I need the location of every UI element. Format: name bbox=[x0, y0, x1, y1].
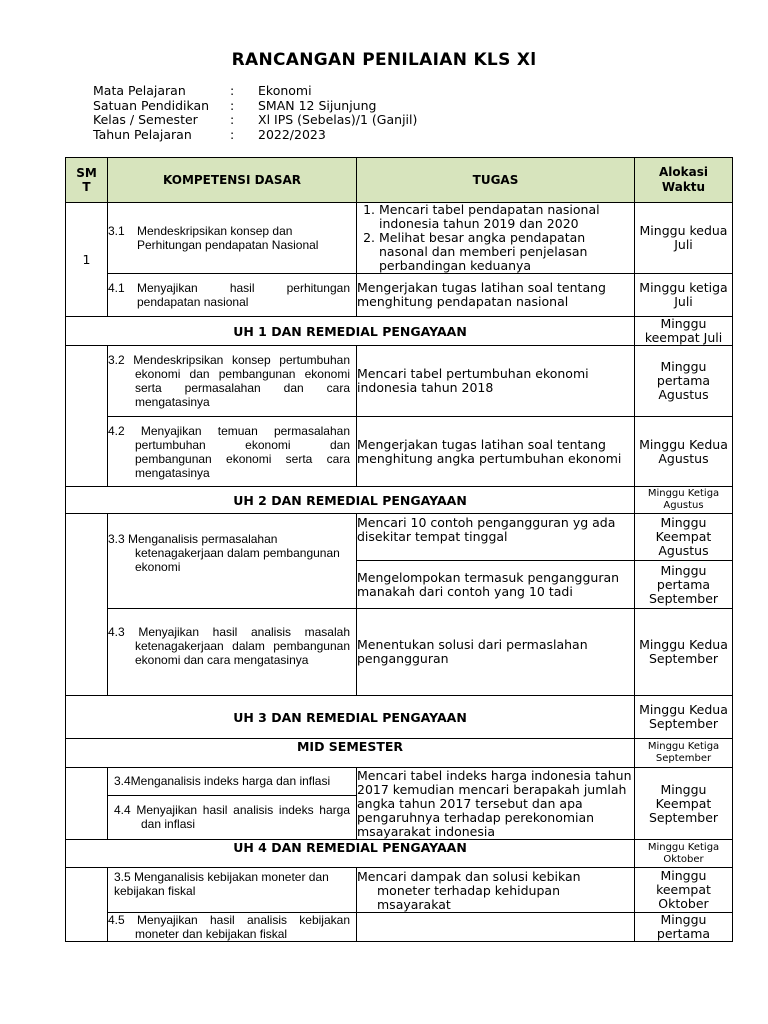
kd-text: 3.4Menganalisis indeks harga dan inflasi bbox=[114, 774, 331, 789]
waktu-cell: Minggu keempat Juli bbox=[635, 317, 733, 346]
kd-text: Mendeskripsikan konsep dan Perhitungan pendapatan Nasional bbox=[137, 224, 319, 252]
kd-cell bbox=[108, 514, 357, 609]
meta-value: 2022/2023 bbox=[258, 126, 326, 142]
tugas-cell: Mencari 10 contoh pengangguran yg ada disekitar tempat tinggal bbox=[357, 514, 635, 561]
tugas-cell bbox=[357, 203, 635, 274]
table-row bbox=[66, 696, 733, 739]
tugas-cell: Mengerjakan tugas latihan soal tentang menghitung pendapatan nasional bbox=[357, 274, 635, 317]
waktu-cell: Minggu Kedua Agustus bbox=[635, 417, 733, 487]
kd-text: 4.2 Menyajikan temuan permasalahan pertumbuhan ekonomi dan pembangunan ekonomi serta cara mengatasinya bbox=[108, 423, 350, 480]
table-row bbox=[66, 840, 733, 868]
header-waktu: Alokasi Waktu bbox=[635, 158, 733, 203]
kd-cell bbox=[108, 609, 357, 696]
smt-cell: 1 bbox=[66, 203, 108, 317]
uh-label: UH 2 DAN REMEDIAL PENGAYAAN bbox=[66, 487, 635, 514]
table-row bbox=[66, 346, 733, 417]
smt-cell bbox=[66, 868, 108, 942]
waktu-cell: Minggu ketiga Juli bbox=[635, 274, 733, 317]
table-row bbox=[66, 514, 733, 561]
kd-cell bbox=[108, 913, 357, 942]
uh-label: UH 3 DAN REMEDIAL PENGAYAAN bbox=[66, 696, 635, 739]
waktu-cell: Minggu Keempat Agustus bbox=[635, 514, 733, 561]
tugas-cell: Mengerjakan tugas latihan soal tentang menghitung angka pertumbuhan ekonomi bbox=[357, 417, 635, 487]
assessment-table bbox=[65, 157, 733, 942]
tugas-cell bbox=[357, 868, 635, 913]
meta-row-class bbox=[93, 113, 417, 128]
table-row bbox=[66, 868, 733, 913]
kd-cell bbox=[108, 768, 357, 796]
table-row bbox=[66, 203, 733, 274]
table-row bbox=[66, 317, 733, 346]
mid-semester-label: MID SEMESTER bbox=[66, 739, 635, 768]
waktu-cell: Minggu pertama bbox=[635, 913, 733, 942]
header-smt: SM T bbox=[66, 158, 108, 203]
meta-value: SMAN 12 Sijunjung bbox=[258, 97, 377, 113]
kd-cell bbox=[108, 795, 357, 839]
kd-cell bbox=[108, 417, 357, 487]
kd-text: 4.5 Menyajikan hasil analisis kebijakan moneter dan kebijakan fiskal bbox=[108, 913, 350, 941]
table-row bbox=[66, 739, 733, 768]
kd-text: 3.3 Menganalisis permasalahan ketenagakerjaan dalam pembangunan ekonomi bbox=[108, 532, 340, 574]
tugas-cell: Menentukan solusi dari permaslahan pengangguran bbox=[357, 609, 635, 696]
page-title: RANCANGAN PENILAIAN KLS Xl bbox=[231, 50, 537, 70]
list-item: 1. Mencari tabel pendapatan nasional indonesia tahun 2019 dan 2020 bbox=[379, 203, 634, 231]
header-tugas: TUGAS bbox=[357, 158, 635, 203]
waktu-cell: Minggu Kedua September bbox=[635, 609, 733, 696]
kd-text: 3.2 Mendeskripsikan konsep pertumbuhan ekonomi dan pembangunan ekonomi serta permasalahan dan cara mengatasinya bbox=[108, 353, 350, 409]
meta-colon: : bbox=[230, 97, 235, 113]
table-row bbox=[66, 274, 733, 317]
meta-value: Ekonomi bbox=[258, 83, 312, 98]
uh-label: UH 1 DAN REMEDIAL PENGAYAAN bbox=[66, 317, 635, 346]
meta-row-year bbox=[93, 128, 417, 143]
waktu-cell: Minggu pertama September bbox=[635, 561, 733, 609]
table-row bbox=[66, 913, 733, 942]
meta-colon: : bbox=[230, 112, 235, 128]
tugas-cell: Mencari tabel pertumbuhan ekonomi indonesia tahun 2018 bbox=[357, 346, 635, 417]
waktu-cell: Minggu kedua Juli bbox=[635, 203, 733, 274]
waktu-cell: Minggu Ketiga September bbox=[635, 739, 733, 768]
waktu-cell: Minggu Kedua September bbox=[635, 696, 733, 739]
kd-text: Menyajikan hasil perhitungan pendapatan nasional bbox=[137, 281, 350, 309]
table-row bbox=[66, 417, 733, 487]
waktu-cell: Minggu Keempat September bbox=[635, 768, 733, 840]
header-kd: KOMPETENSI DASAR bbox=[108, 158, 357, 203]
tugas-cell bbox=[357, 913, 635, 942]
waktu-cell: Minggu keempat Oktober bbox=[635, 868, 733, 913]
smt-cell bbox=[66, 514, 108, 696]
list-item: 2. Melihat besar angka pendapatan nasonal dan memberi penjelasan perbandingan keduanya bbox=[379, 231, 634, 273]
kd-text: 4.4 Menyajikan hasil analisis indeks harga dan inflasi bbox=[114, 803, 350, 832]
kd-number: 3.1 bbox=[108, 224, 125, 238]
table-row bbox=[66, 768, 733, 796]
meta-row-subject bbox=[93, 84, 417, 99]
tugas-cell: Mengelompokan termasuk pengangguran manakah dari contoh yang 10 tadi bbox=[357, 561, 635, 609]
uh-label: UH 4 DAN REMEDIAL PENGAYAAN bbox=[66, 840, 635, 868]
tugas-cell: Mencari tabel indeks harga indonesia tahun 2017 kemudian mencari berapakah jumlah angka tahun 2017 tersebut dan apa pengaruhnya terhadap perekonomian msayarakat indonesia bbox=[357, 768, 635, 840]
kd-cell bbox=[108, 868, 357, 913]
kd-cell bbox=[108, 274, 357, 317]
waktu-cell: Minggu Ketiga Oktober bbox=[635, 840, 733, 868]
meta-value: Xl IPS (Sebelas)/1 (Ganjil) bbox=[258, 112, 418, 128]
meta-label: Mata Pelajaran bbox=[93, 83, 186, 98]
kd-number: 4.1 bbox=[108, 281, 125, 295]
meta-label: Satuan Pendidikan bbox=[93, 97, 210, 113]
kd-text: 4.3 Menyajikan hasil analisis masalah ketenagakerjaan dalam pembangunan ekonomi dan cara mengatasinya bbox=[108, 625, 350, 667]
meta-colon: : bbox=[230, 126, 235, 142]
table-row bbox=[66, 609, 733, 696]
meta-colon: : bbox=[230, 83, 235, 98]
meta-label: Tahun Pelajaran bbox=[93, 126, 192, 142]
table-row bbox=[66, 487, 733, 514]
waktu-cell: Minggu Ketiga Agustus bbox=[635, 487, 733, 514]
kd-cell bbox=[108, 346, 357, 417]
tugas-text: Mencari dampak dan solusi kebikan moneter terhadap kehidupan msayarakat bbox=[357, 869, 581, 912]
kd-text: 3.5 Menganalisis kebijakan moneter dan kebijakan fiskal bbox=[114, 870, 329, 898]
smt-cell bbox=[66, 768, 108, 840]
kd-cell bbox=[108, 203, 357, 274]
waktu-cell: Minggu pertama Agustus bbox=[635, 346, 733, 417]
meta-row-school bbox=[93, 99, 417, 114]
document-meta bbox=[93, 84, 417, 142]
table-header-row bbox=[66, 158, 733, 203]
meta-label: Kelas / Semester bbox=[93, 112, 198, 128]
smt-cell bbox=[66, 346, 108, 487]
